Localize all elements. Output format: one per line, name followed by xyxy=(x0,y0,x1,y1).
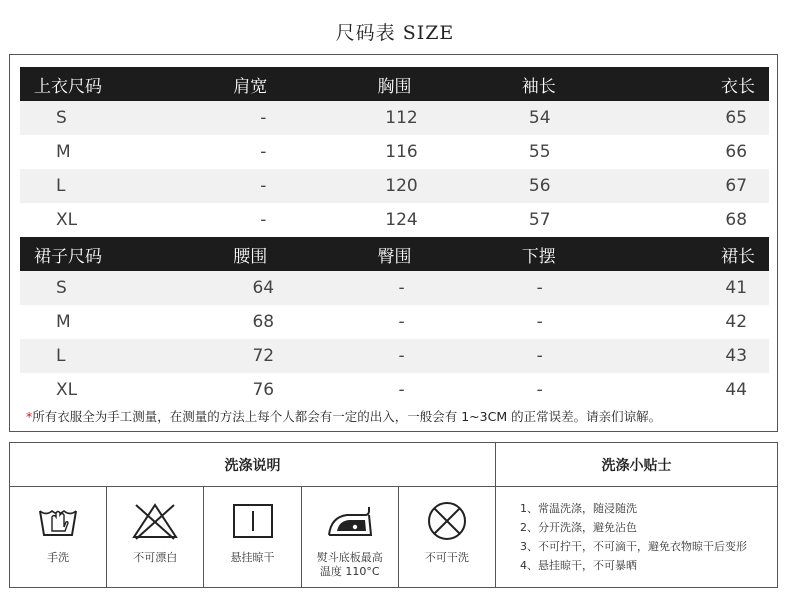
table-cell: - xyxy=(398,312,405,332)
header-cell: 腰围 xyxy=(233,246,268,267)
care-label: 手洗 xyxy=(47,551,70,564)
note-text: 所有衣服全为手工测量，在测量的方法上每个人都会有一定的出入，一般会有 1~3CM 的正常误差。请亲们谅解。 xyxy=(32,409,662,424)
table-cell: M xyxy=(56,142,71,162)
table-row xyxy=(20,271,769,305)
list-item: 2、分开洗涤，避免沾色 xyxy=(520,521,637,534)
care-label: 悬挂晾干 xyxy=(230,551,275,564)
header-cell: 袖长 xyxy=(521,76,556,97)
table-cell: 64 xyxy=(252,278,275,298)
page-title: 尺码表 SIZE xyxy=(335,22,455,44)
list-item: 4、悬挂晾干，不可暴晒 xyxy=(520,559,637,572)
care-label: 不可漂白 xyxy=(133,551,178,564)
list-item: 3、不可拧干，不可滴干，避免衣物晾干后变形 xyxy=(520,540,747,553)
table-row xyxy=(20,203,769,237)
header-cell: 臀围 xyxy=(377,246,412,267)
care-item xyxy=(107,487,204,587)
list-item: 1、常温洗涤，随浸随洗 xyxy=(520,502,637,515)
table-cell: - xyxy=(536,380,543,400)
table-cell: L xyxy=(56,346,66,366)
table-cell: 72 xyxy=(252,346,275,366)
table-cell: 112 xyxy=(385,108,418,128)
table-cell: 43 xyxy=(725,346,748,366)
tops-size-table xyxy=(20,67,769,237)
washing-title: 洗涤说明 xyxy=(10,443,496,487)
table-cell: L xyxy=(56,176,66,196)
table-cell: 67 xyxy=(725,176,748,196)
care-icons-row xyxy=(10,487,496,587)
table-cell: S xyxy=(56,278,67,298)
table-cell: 41 xyxy=(725,278,748,298)
table-cell: 66 xyxy=(725,142,748,162)
care-item xyxy=(204,487,301,587)
header-cell: 裙长 xyxy=(721,246,756,267)
table-cell: - xyxy=(398,346,405,366)
table-row xyxy=(20,169,769,203)
table-cell: 42 xyxy=(725,312,748,332)
table-cell: 120 xyxy=(385,176,418,196)
size-chart xyxy=(9,54,778,432)
table-cell: 54 xyxy=(528,108,551,128)
table-cell: XL xyxy=(56,380,78,400)
washing-tips-list xyxy=(520,499,747,575)
header-cell: 肩宽 xyxy=(233,76,268,97)
table-cell: XL xyxy=(56,210,78,230)
table-cell: - xyxy=(536,346,543,366)
care-instructions xyxy=(9,442,778,588)
care-item xyxy=(399,487,495,587)
table-cell: 76 xyxy=(252,380,275,400)
table-row xyxy=(20,305,769,339)
table-cell: - xyxy=(536,278,543,298)
table-cell: 124 xyxy=(385,210,418,230)
no-dry-clean-icon xyxy=(424,501,470,541)
header-cell: 裙子尺码 xyxy=(34,246,102,267)
table-cell: 44 xyxy=(725,380,748,400)
tips-title: 洗涤小贴士 xyxy=(496,443,777,487)
table-cell: 68 xyxy=(252,312,275,332)
care-label-line: 熨斗底板最高 xyxy=(316,551,383,564)
table-row xyxy=(20,135,769,169)
table-cell: - xyxy=(260,108,267,128)
table-cell: 116 xyxy=(385,142,418,162)
table-row xyxy=(20,339,769,373)
table-cell: 55 xyxy=(528,142,551,162)
iron-icon xyxy=(325,501,375,541)
measurement-note xyxy=(26,407,661,425)
table-cell: - xyxy=(260,176,267,196)
asterisk: * xyxy=(26,409,33,424)
table-cell: 65 xyxy=(725,108,748,128)
table-cell: 56 xyxy=(528,176,551,196)
table-row xyxy=(20,373,769,407)
table-cell: S xyxy=(56,108,67,128)
care-item xyxy=(10,487,107,587)
table-header-row xyxy=(20,67,769,101)
care-label xyxy=(302,551,398,579)
care-item xyxy=(302,487,399,587)
header-cell: 衣长 xyxy=(721,76,756,97)
no-bleach-icon xyxy=(130,501,180,541)
table-cell: - xyxy=(398,278,405,298)
care-label: 不可干洗 xyxy=(424,551,469,564)
header-cell: 下摆 xyxy=(521,246,556,267)
table-cell: - xyxy=(536,312,543,332)
care-label-line: 温度 110°C xyxy=(319,565,380,578)
hang-dry-icon xyxy=(231,501,275,541)
header-cell: 上衣尺码 xyxy=(34,76,102,97)
hand-wash-icon xyxy=(36,501,80,541)
header-cell: 胸围 xyxy=(377,76,412,97)
table-cell: - xyxy=(398,380,405,400)
table-cell: 68 xyxy=(725,210,748,230)
skirt-size-table xyxy=(20,237,769,407)
table-header-row xyxy=(20,237,769,271)
table-cell: M xyxy=(56,312,71,332)
table-row xyxy=(20,101,769,135)
table-cell: 57 xyxy=(528,210,551,230)
table-cell: - xyxy=(260,210,267,230)
table-cell: - xyxy=(260,142,267,162)
